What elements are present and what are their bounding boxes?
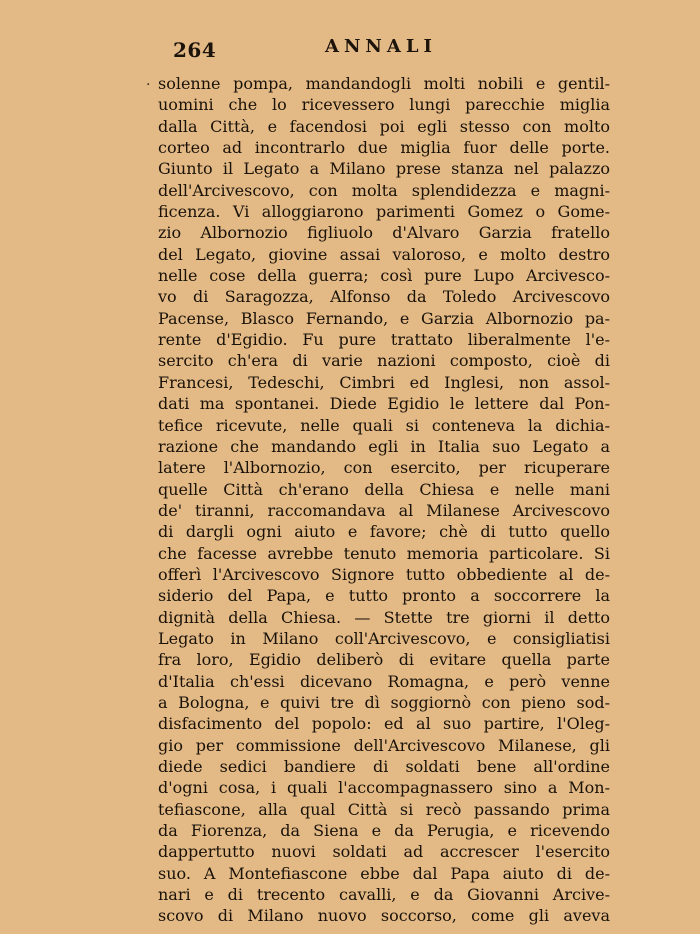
text-line: d'ogni cosa, i quali l'accompagnassero sino a Mon- bbox=[158, 778, 610, 798]
text-line: Pacense, Blasco Fernando, e Garzia Albornozio pa- bbox=[158, 308, 610, 328]
text-line: zio Albornozio figliuolo d'Alvaro Garzia fratello bbox=[158, 223, 610, 243]
text-line: scovo di Milano nuovo soccorso, come gli aveva bbox=[158, 906, 610, 926]
text-line: tefice ricevute, nelle quali si conteneva la dichia- bbox=[158, 415, 610, 435]
page-header bbox=[0, 34, 700, 64]
text-line: suo. A Montefiascone ebbe dal Papa aiuto di de- bbox=[158, 863, 610, 883]
text-line: dignità della Chiesa. — Stette tre giorni il detto bbox=[158, 607, 610, 627]
text-line: Francesi, Tedeschi, Cimbri ed Inglesi, non assol- bbox=[158, 372, 610, 392]
text-line: offerì l'Arcivescovo Signore tutto obbediente al de- bbox=[158, 564, 610, 584]
text-line: quelle Città ch'erano della Chiesa e nelle mani bbox=[158, 479, 610, 499]
text-line: de' tiranni, raccomandava al Milanese Arcivescovo bbox=[158, 500, 610, 520]
text-line: gio per commissione dell'Arcivescovo Milanese, gli bbox=[158, 735, 610, 755]
text-line: nelle cose della guerra; così pure Lupo Arcivesco- bbox=[158, 266, 610, 286]
margin-mark: · bbox=[146, 77, 151, 93]
text-line: uomini che lo ricevessero lungi parecchie miglia bbox=[158, 95, 610, 115]
text-line: Legato in Milano coll'Arcivescovo, e consigliatisi bbox=[158, 628, 610, 648]
text-line: dalla Città, e facendosi poi egli stesso con molto bbox=[158, 116, 610, 136]
text-line: dati ma spontanei. Diede Egidio le lettere dal Pon- bbox=[158, 394, 610, 414]
text-line: dell'Arcivescovo, con molta splendidezza e magni- bbox=[158, 180, 610, 200]
text-line: d'Italia ch'essi dicevano Romagna, e però venne bbox=[158, 671, 610, 691]
text-line: rente d'Egidio. Fu pure trattato liberalmente l'e- bbox=[158, 330, 610, 350]
running-title: ANNALI bbox=[325, 36, 437, 57]
text-line: disfacimento del popolo: ed al suo partire, l'Oleg- bbox=[158, 714, 610, 734]
text-line: Giunto il Legato a Milano prese stanza nel palazzo bbox=[158, 159, 610, 179]
page-number: 264 bbox=[173, 38, 217, 62]
text-line: dappertutto nuovi soldati ad accrescer l'esercito bbox=[158, 842, 610, 862]
text-line: di dargli ogni aiuto e favore; chè di tutto quello bbox=[158, 522, 610, 542]
text-line: da Fiorenza, da Siena e da Perugia, e ricevendo bbox=[158, 821, 610, 841]
text-line: corteo ad incontrarlo due miglia fuor delle porte. bbox=[158, 138, 610, 158]
text-line: latere l'Albornozio, con esercito, per ricuperare bbox=[158, 458, 610, 478]
text-line: che facesse avrebbe tenuto memoria particolare. Si bbox=[158, 543, 610, 563]
text-line: ficenza. Vi alloggiarono parimenti Gomez o Gome- bbox=[158, 202, 610, 222]
text-line: sercito ch'era di varie nazioni composto, cioè di bbox=[158, 351, 610, 371]
body-text bbox=[158, 73, 610, 927]
text-line: diede sedici bandiere di soldati bene all'ordine bbox=[158, 757, 610, 776]
text-line: solenne pompa, mandandogli molti nobili e gentil- bbox=[158, 74, 610, 93]
text-line: nari e di trecento cavalli, e da Giovanni Arcive- bbox=[158, 885, 610, 905]
text-line: tefiascone, alla qual Città si recò passando prima bbox=[158, 799, 610, 819]
text-line: vo di Saragozza, Alfonso da Toledo Arcivescovo bbox=[158, 287, 610, 307]
text-line: razione che mandando egli in Italia suo Legato a bbox=[158, 436, 610, 456]
text-line: siderio del Papa, e tutto pronto a soccorrere la bbox=[158, 586, 610, 606]
text-line: fra loro, Egidio deliberò di evitare quella parte bbox=[158, 650, 610, 670]
text-line: a Bologna, e quivi tre dì soggiornò con pieno sod- bbox=[158, 692, 610, 712]
text-line: del Legato, giovine assai valoroso, e molto destro bbox=[158, 244, 610, 264]
